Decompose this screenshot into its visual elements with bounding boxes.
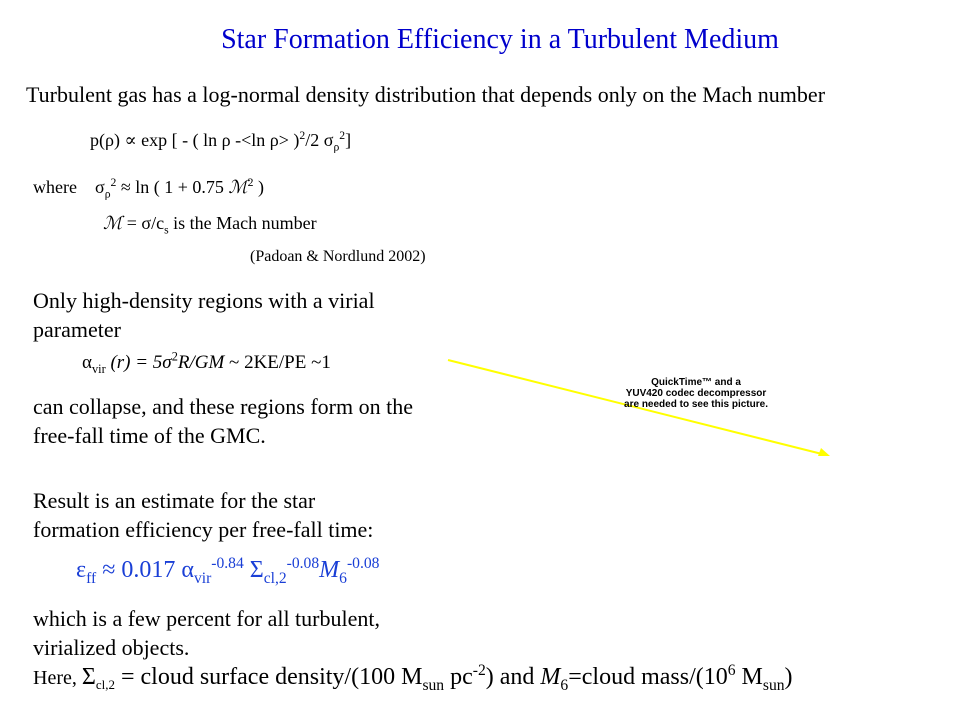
virial-text: Only high-density regions with a virial parameter	[33, 288, 375, 342]
citation: (Padoan & Nordlund 2002)	[250, 248, 426, 265]
result-text: Result is an estimate for the star formation efficiency per free-fall time:	[33, 488, 374, 542]
definitions-line: Here, $\Sigma_{cl,2}$ = cloud surface density/(100 $M_{sun}$ $pc^{-2}$) and $M_6=cloud$ mass/($10^6$ $M_{sun}$)	[33, 662, 793, 694]
pdf-formula: p(ρ) ∝ exp [ - ( ln ρ -<ln ρ> )$^2$/2 $\sigma_\rho^2$]	[90, 129, 352, 154]
slide-title: Star Formation Efficiency in a Turbulent Medium	[221, 24, 779, 55]
efficiency-formula: $\varepsilon_{ff} \approx 0.017$ $\alpha_{vir}^{-0.84}$ $\Sigma_{cl,2}^{-0.08}M_6^{-0.08}$	[76, 555, 380, 587]
collapse-text: can collapse, and these regions form on the free-fall time of the GMC.	[33, 394, 413, 448]
mach-definition: ℳ = $\sigma/c_s$ is the Mach number	[103, 213, 317, 237]
alpha-formula: $\alpha_{vir}$ $(r) = 5\sigma^2R/GM$ ~ 2KE/PE ~1	[82, 349, 331, 376]
intro-text: Turbulent gas has a log-normal density distribution that depends only on the Mach number	[26, 82, 826, 107]
quicktime-placeholder: QuickTime™ and a YUV420 codec decompressor are needed to see this picture.	[624, 377, 768, 410]
sigma-definition: where $\sigma_\rho^2 \approx \ln$ ( 1 + 0.75 ℳ$^2$ )	[33, 176, 264, 201]
few-percent-text: which is a few percent for all turbulent, virialized objects.	[33, 606, 380, 660]
arrow-head	[818, 448, 830, 456]
